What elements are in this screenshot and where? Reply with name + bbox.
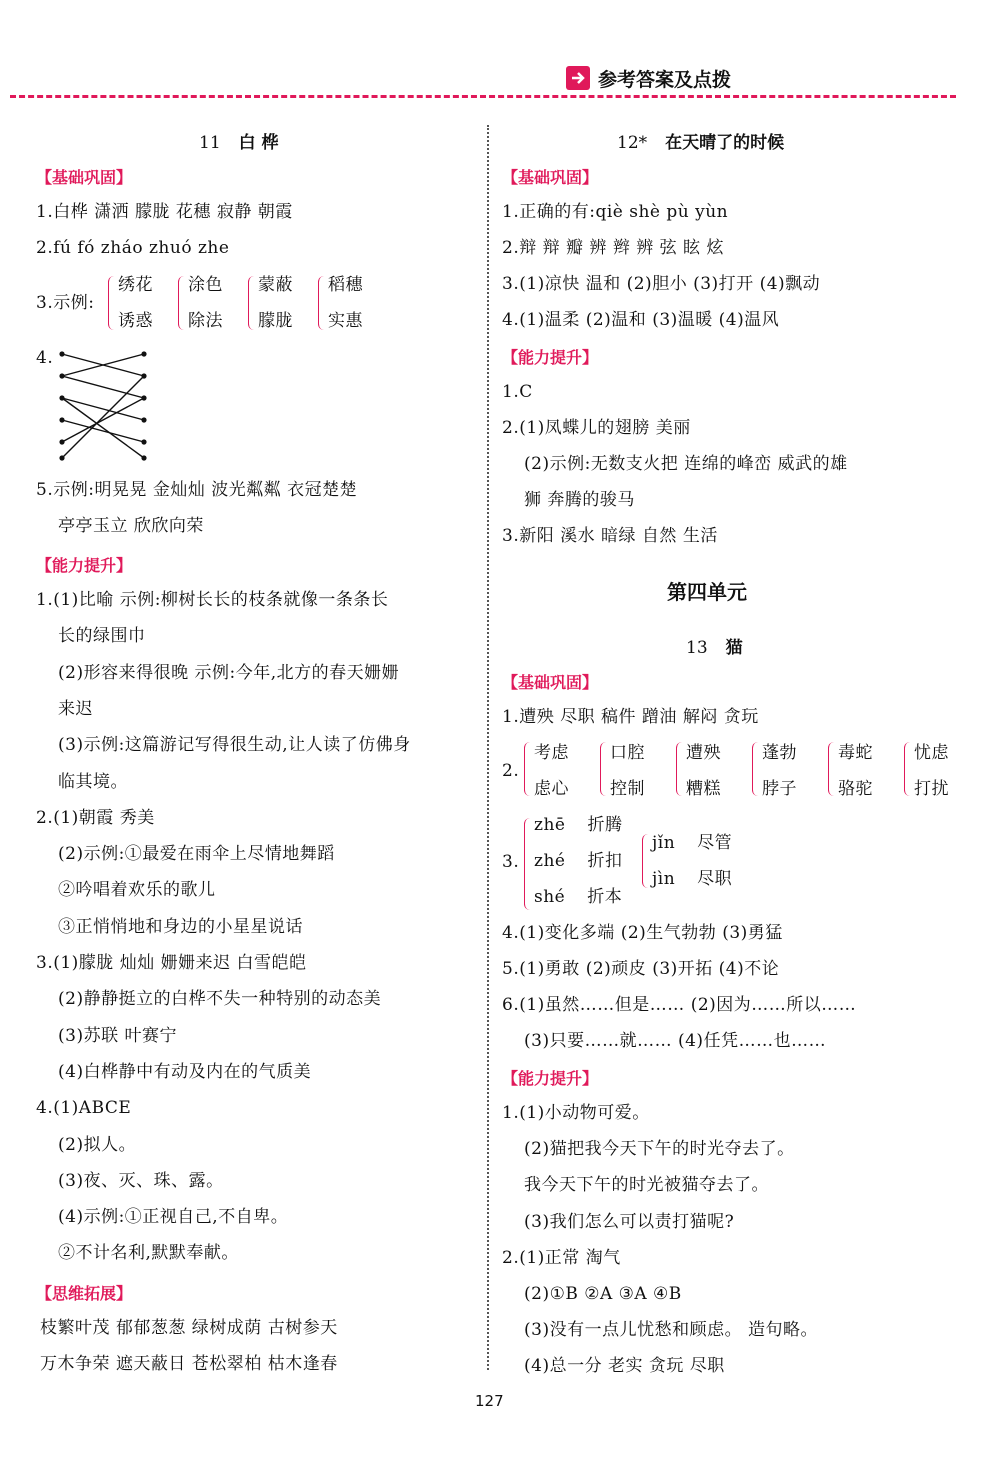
- header-title: 参考答案及点拨: [598, 68, 732, 91]
- answer-prefix: 4.: [36, 348, 54, 368]
- pair-word: 蒙蔽: [258, 275, 293, 295]
- answer-line: (4)白桦静中有动及内在的气质美: [58, 1061, 312, 1082]
- lesson-title-13: 13 猫: [686, 638, 743, 658]
- brace-mark: [318, 276, 327, 330]
- tag-basic: 【基础巩固】: [502, 673, 599, 692]
- answer-line: 万木争荣 遮天蔽日 苍松翠柏 枯木逢春: [40, 1354, 338, 1374]
- pair-word: 遭殃: [686, 743, 721, 763]
- pair-word: 糟糕: [686, 779, 721, 799]
- answer-line: 亭亭玉立 欣欣向荣: [58, 516, 204, 536]
- tag-ability: 【能力提升】: [502, 1069, 599, 1088]
- brace-mark: [524, 742, 533, 796]
- answer-line: (3)只要……就…… (4)任凭……也……: [524, 1031, 827, 1051]
- answer-line: 3.新阳 溪水 暗绿 自然 生活: [502, 526, 718, 546]
- brace-mark: [904, 742, 913, 796]
- page-number: 127: [475, 1392, 504, 1410]
- answer-line: 2.(1)凤蝶儿的翅膀 美丽: [502, 418, 691, 438]
- answer-line: 枝繁叶茂 郁郁葱葱 绿树成荫 古树参天: [40, 1318, 338, 1338]
- pair-word: 打扰: [914, 779, 949, 799]
- header-divider: [10, 95, 956, 98]
- answer-line: (2)拟人。: [58, 1134, 137, 1155]
- answer-line: 1.正确的有:qiè shè pù yùn: [502, 202, 729, 222]
- answer-line: 来迟: [58, 698, 93, 719]
- answer-line: 2.fú fó zháo zhuó zhe: [36, 238, 230, 258]
- answer-line: (2)静静挺立的白桦不失一种特别的动态美: [58, 989, 382, 1010]
- answer-line: 5.示例:明晃晃 金灿灿 波光粼粼 衣冠楚楚: [36, 480, 358, 500]
- answer-line: 3.(1)凉快 温和 (2)胆小 (3)打开 (4)飘动: [502, 274, 821, 294]
- answer-line: (3)苏联 叶赛宁: [58, 1025, 177, 1046]
- answer-line: 3.(1)朦胧 灿灿 姗姗来迟 白雪皑皑: [36, 953, 307, 973]
- answer-line: 2.辩 辩 瓣 辨 辫 辨 弦 眩 炫: [502, 238, 724, 258]
- answer-line: 我今天下午的时光被猫夺去了。: [524, 1175, 769, 1196]
- pair-word: 蓬勃: [762, 743, 797, 763]
- answer-line: (3)我们怎么可以责打猫呢?: [524, 1211, 735, 1232]
- word: 折本: [587, 887, 623, 907]
- pair-word: 朦胧: [258, 311, 293, 331]
- pair-word: 考虑: [534, 743, 569, 763]
- pair-word: 稻穗: [328, 275, 363, 295]
- answer-line: (3)没有一点儿忧愁和顾虑。 造句略。: [524, 1320, 818, 1341]
- word: 折扣: [587, 851, 623, 871]
- tag-thinking: 【思维拓展】: [36, 1284, 133, 1303]
- answer-line: 临其境。: [58, 771, 128, 792]
- pair-word: 控制: [610, 779, 645, 799]
- answer-line: 1.白桦 潇洒 朦胧 花穗 寂静 朝霞: [36, 202, 293, 222]
- answer-prefix: 2.: [502, 761, 520, 781]
- pair-word: 虑心: [534, 779, 569, 799]
- brace-mark: [524, 818, 533, 910]
- answer-line: 1.(1)比喻 示例:柳树长长的枝条就像一条条长: [36, 590, 389, 610]
- brace-mark: [752, 742, 761, 796]
- tag-basic: 【基础巩固】: [502, 168, 599, 187]
- tag-basic: 【基础巩固】: [36, 168, 133, 187]
- tag-ability: 【能力提升】: [36, 556, 133, 575]
- word: 尽管: [697, 833, 733, 853]
- answer-line: (3)夜、灭、珠、露。: [58, 1170, 224, 1191]
- answer-line: 2.(1)正常 淘气: [502, 1247, 621, 1268]
- watermark-logo: [848, 1378, 988, 1458]
- pinyin-word: [534, 885, 622, 909]
- pair-word: 除法: [188, 311, 223, 331]
- answer-line: 2.(1)朝霞 秀美: [36, 807, 155, 828]
- brace-mark: [676, 742, 685, 796]
- pinyin: jìn: [652, 869, 676, 889]
- brace-mark: [600, 742, 609, 796]
- answer-line: 5.(1)勇敢 (2)顽皮 (3)开拓 (4)不论: [502, 959, 780, 979]
- unit-title: 第四单元: [667, 580, 747, 604]
- answer-line: (2)①B ②A ③A ④B: [524, 1284, 682, 1304]
- answer-line: 6.(1)虽然……但是…… (2)因为……所以……: [502, 995, 857, 1015]
- answer-line: (2)示例:①最爱在雨伞上尽情地舞蹈: [58, 844, 335, 865]
- brace-mark: [828, 742, 837, 796]
- answer-line: ②不计名利,默默奉献。: [58, 1243, 239, 1264]
- pinyin: jǐn: [652, 833, 676, 853]
- column-divider: [487, 125, 489, 1370]
- pair-word: 诱惑: [118, 311, 153, 331]
- answer-prefix: 3.示例:: [36, 293, 95, 313]
- pair-word: 实惠: [328, 311, 363, 331]
- pair-word: 绣花: [118, 275, 153, 295]
- answer-line: (2)形容来得很晚 示例:今年,北方的春天姗姗: [58, 662, 400, 683]
- answer-line: 4.(1)变化多端 (2)生气勃勃 (3)勇猛: [502, 923, 783, 943]
- arrow-right-icon: [566, 66, 590, 90]
- answer-line: 1.C: [502, 382, 533, 402]
- pair-word: 脖子: [762, 779, 797, 799]
- pinyin-word: [534, 813, 622, 837]
- pair-word: 骆驼: [838, 779, 873, 799]
- answer-line: 4.(1)温柔 (2)温和 (3)温暖 (4)温风: [502, 310, 780, 330]
- answer-line: 4.(1)ABCE: [36, 1098, 132, 1119]
- pair-word: 忧虑: [914, 743, 949, 763]
- answer-line: 1.(1)小动物可爱。: [502, 1103, 650, 1123]
- word: 折腾: [587, 815, 623, 835]
- pair-word: 毒蛇: [838, 743, 873, 763]
- pinyin: shé: [534, 887, 566, 907]
- header: [566, 62, 731, 94]
- pair-word: 涂色: [188, 275, 223, 295]
- answer-line: 狮 奔腾的骏马: [524, 490, 635, 510]
- pinyin: zhē: [534, 815, 566, 835]
- lesson-title-12: 12* 在天晴了的时候: [617, 133, 785, 153]
- brace-mark: [642, 834, 651, 888]
- answer-prefix: 3.: [502, 852, 520, 872]
- pinyin-word: [652, 867, 732, 891]
- answer-line: (2)猫把我今天下午的时光夺去了。: [524, 1139, 795, 1160]
- word: 尽职: [697, 869, 733, 889]
- answer-line: (4)示例:①正视自己,不自卑。: [58, 1207, 289, 1228]
- pinyin-word: [652, 831, 732, 855]
- brace-mark: [248, 276, 257, 330]
- answer-line: (2)示例:无数支火把 连绵的峰峦 威武的雄: [524, 454, 848, 474]
- matching-lines-diagram: [56, 348, 156, 463]
- answer-line: ②吟唱着欢乐的歌儿: [58, 880, 216, 901]
- pair-word: 口腔: [610, 743, 645, 763]
- answer-line: 1.遭殃 尽职 稿件 蹭油 解闷 贪玩: [502, 707, 759, 727]
- answer-line: (3)示例:这篇游记写得很生动,让人读了仿佛身: [58, 735, 411, 756]
- brace-mark: [178, 276, 187, 330]
- pinyin: zhé: [534, 851, 566, 871]
- answer-line: (4)总一分 老实 贪玩 尽职: [524, 1356, 725, 1377]
- answer-line: 长的绿围巾: [58, 626, 146, 647]
- pinyin-word: [534, 849, 622, 873]
- tag-ability: 【能力提升】: [502, 348, 599, 367]
- brace-mark: [108, 276, 117, 330]
- answer-line: ③正悄悄地和身边的小星星说话: [58, 916, 303, 937]
- lesson-title-11: 11 白 桦: [199, 133, 279, 153]
